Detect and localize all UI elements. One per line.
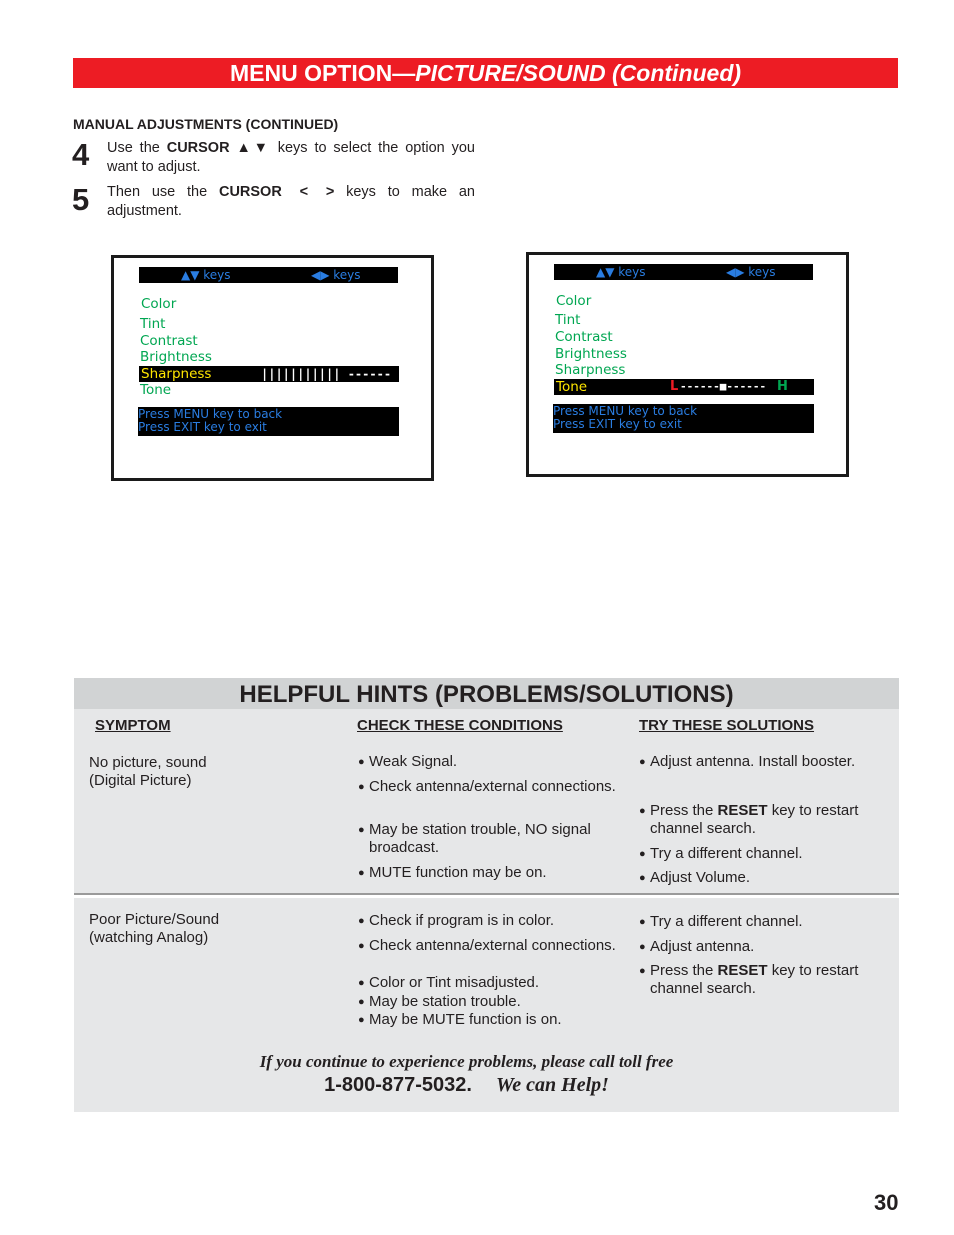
header-title-italic: PICTURE/SOUND (Continued) [415, 59, 742, 86]
tv-screen-sharpness [111, 255, 434, 481]
solution-item [650, 802, 890, 838]
footer-phone-line [74, 1074, 859, 1097]
step-text [107, 139, 475, 177]
nav-leftright-label: ◀▶ keys [311, 268, 361, 282]
osd-nav-bar [554, 264, 813, 280]
solution-text: key to restart channel search. [650, 802, 859, 837]
tv-screen-tone [526, 252, 849, 477]
menu-item-brightness: Brightness [140, 349, 212, 365]
nav-updown-label: ▲▼ keys [596, 265, 646, 279]
symptom-line: (watching Analog) [89, 929, 209, 946]
osd-nav-bar [139, 267, 398, 283]
menu-item-tint: Tint [555, 312, 581, 328]
tone-slider-high: H [777, 379, 788, 394]
menu-item-selected [554, 379, 814, 395]
solution-text: Press the [650, 962, 718, 979]
step-text [107, 183, 475, 221]
solution-item [650, 938, 900, 956]
column-header-solutions: TRY THESE SOLUTIONS [639, 717, 815, 734]
condition-item: ● Weak Signal. [369, 753, 619, 771]
osd-help-box [138, 407, 399, 436]
osd-help-box [553, 404, 814, 433]
column-header-symptom: SYMPTOM [95, 717, 171, 734]
solution-item [650, 913, 900, 931]
condition-item: ● May be station trouble. [369, 993, 619, 1011]
menu-item-tone: Tone [556, 379, 588, 395]
solution-item [650, 962, 890, 998]
solution-text-bold: RESET [717, 802, 768, 819]
solution-text: Adjust antenna. Install booster. [650, 753, 856, 770]
help-line-exit: Press EXIT key to exit [553, 417, 682, 431]
symptom-cell [89, 754, 207, 790]
nav-updown-label: ▲▼ keys [181, 268, 231, 282]
condition-item: ● Check if program is in color. [369, 912, 619, 930]
symptom-line: Poor Picture/Sound [89, 911, 220, 928]
solution-item [650, 753, 900, 771]
step-text-part: keys to select the option you want to adjust. [107, 140, 475, 175]
solution-text: Adjust Volume. [650, 869, 751, 886]
menu-item-tint: Tint [140, 316, 166, 332]
step-text-bold: CURSOR ▲▼ [166, 140, 271, 156]
condition-item: ● May be station trouble, NO signal broadcast. [369, 821, 619, 857]
condition-item: ● Check antenna/external connections. [369, 937, 619, 955]
menu-item-contrast: Contrast [555, 329, 613, 345]
menu-item-tone: Tone [140, 382, 172, 398]
step-text-part: keys to make an adjustment. [107, 184, 475, 219]
solution-text-bold: RESET [717, 962, 768, 979]
row-divider-gap [74, 895, 899, 898]
nav-leftright-label: ◀▶ keys [726, 265, 776, 279]
condition-item: ● May be MUTE function is on. [369, 1011, 619, 1029]
header-title: MENU OPTION— [229, 59, 416, 86]
column-header-conditions: CHECK THESE CONDITIONS [357, 717, 563, 734]
section-title: MANUAL ADJUSTMENTS (CONTINUED) [73, 116, 339, 132]
menu-item-sharpness: Sharpness [555, 362, 626, 378]
help-line-exit: Press EXIT key to exit [138, 420, 267, 434]
menu-item-color: Color [141, 296, 177, 312]
header-bar [73, 58, 898, 88]
step-text-part: Use the [107, 140, 167, 156]
condition-item: ● Check antenna/external connections. [369, 778, 619, 796]
solution-text: key to restart channel search. [650, 962, 859, 997]
step-number: 5 [72, 182, 90, 217]
phone-number: 1-800-877-5032. [324, 1074, 472, 1096]
condition-item: ● MUTE function may be on. [369, 864, 619, 882]
symptom-cell [89, 911, 219, 947]
menu-item-selected [139, 366, 399, 382]
menu-item-sharpness: Sharpness [141, 366, 212, 382]
solution-text: Adjust antenna. [650, 938, 755, 955]
menu-item-color: Color [556, 293, 592, 309]
help-text: We can Help! [495, 1074, 609, 1096]
step-text-part: Then use the [107, 184, 219, 200]
tone-slider: ------■------ [680, 380, 767, 393]
symptom-line: (Digital Picture) [89, 772, 192, 789]
sharpness-slider: ||||||||||| ------ [261, 367, 392, 381]
hints-title: HELPFUL HINTS (PROBLEMS/SOLUTIONS) [74, 678, 899, 709]
menu-item-contrast: Contrast [140, 333, 198, 349]
step-number: 4 [72, 137, 90, 172]
tone-slider-low: L [670, 379, 679, 394]
solution-text: Try a different channel. [650, 913, 803, 930]
symptom-line: No picture, sound [89, 754, 207, 771]
menu-item-brightness: Brightness [555, 346, 627, 362]
solution-item [650, 869, 900, 887]
help-line-back: Press MENU key to back [553, 404, 698, 418]
solution-text: Press the [650, 802, 718, 819]
help-line-back: Press MENU key to back [138, 407, 283, 421]
solution-text: Try a different channel. [650, 845, 803, 862]
solution-item [650, 845, 900, 863]
condition-item: ● Color or Tint misadjusted. [369, 974, 619, 992]
footer-call-text: If you continue to experience problems, please call toll free [259, 1052, 674, 1071]
page-number: 30 [874, 1190, 899, 1215]
step-text-bold: CURSOR < > [218, 184, 335, 200]
